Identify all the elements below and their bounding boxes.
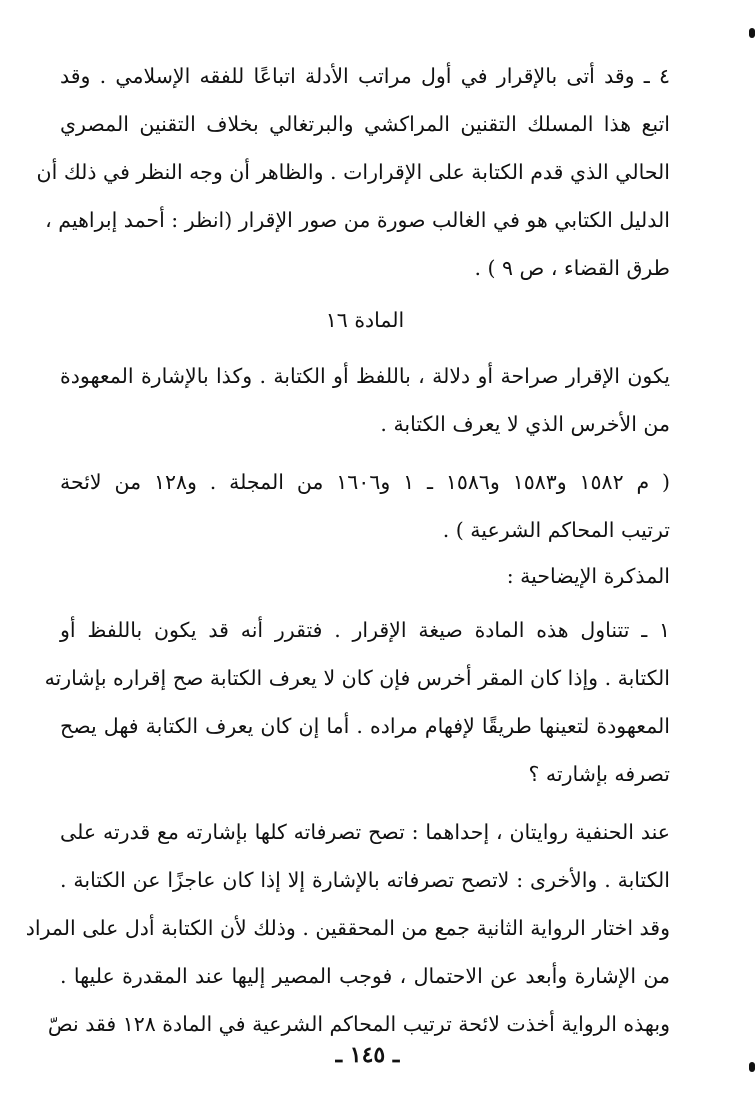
text-line: وقد اختار الرواية الثانية جمع من المحققين . وذلك لأن الكتابة أدل على المراد <box>25 916 670 940</box>
text-line: الدليل الكتابي هو في الغالب صورة من صور الإقرار (انظر : أحمد إبراهيم ، <box>45 208 670 232</box>
text-line: ( م ١٥٨٢ و١٥٨٣ و١٥٨٦ ـ ١ و١٦٠٦ من المجلة . و١٢٨ من لائحة <box>60 470 671 494</box>
text-line: المعهودة لتعينها طريقًا لإفهام مراده . أما إن كان يعرف الكتابة فهل يصح <box>60 714 670 738</box>
document-page <box>25 52 671 1048</box>
text-line: ١ ـ تتناول هذه المادة صيغة الإقرار . فتقرر أنه قد يكون باللفظ أو <box>60 618 670 642</box>
text-line: عند الحنفية روايتان ، إحداهما : تصح تصرفاته كلها بإشارته مع قدرته على <box>60 820 670 844</box>
text-line: الكتابة . وإذا كان المقر أخرس فإن كان لا يعرف الكتابة صح إقراره بإشارته <box>44 666 670 690</box>
memo-paragraph-1 <box>44 606 670 798</box>
memo-heading: المذكرة الإيضاحية : <box>506 564 670 588</box>
text-line: ترتيب المحاكم الشرعية ) . <box>442 518 670 542</box>
scan-edge-mark <box>749 1062 755 1072</box>
text-line: الحالي الذي قدم الكتابة على الإقرارات . والظاهر أن وجه النظر في ذلك أن <box>36 160 670 184</box>
text-line: تصرفه بإشارته ؟ <box>528 762 670 786</box>
text-line: الكتابة . والأخرى : لاتصح تصرفاته بالإشارة إلا إذا كان عاجزًا عن الكتابة . <box>60 868 670 892</box>
text-line: وبهذه الرواية أخذت لائحة ترتيب المحاكم الشرعية في المادة ١٢٨ فقد نصّ <box>47 1012 670 1036</box>
scan-edge-mark <box>749 28 755 38</box>
memo-paragraph-2 <box>25 808 670 1048</box>
article-text <box>60 352 670 448</box>
text-line: من الأخرس الذي لا يعرف الكتابة . <box>380 412 670 436</box>
spacer <box>60 448 670 458</box>
text-line: اتبع هذا المسلك التقنين المراكشي والبرتغالي بخلاف التقنين المصري <box>60 112 670 136</box>
text-line: يكون الإقرار صراحة أو دلالة ، باللفظ أو الكتابة . وكذا بالإشارة المعهودة <box>60 364 670 388</box>
paragraph-item-4 <box>36 52 670 292</box>
article-heading: المادة ١٦ <box>325 308 405 332</box>
page-number: ـ ١٤٥ ـ <box>335 1042 400 1068</box>
spacer <box>60 798 670 808</box>
text-line: من الإشارة وأبعد عن الاحتمال ، فوجب المصير إليها عند المقدرة عليها . <box>60 964 670 988</box>
text-line: طرق القضاء ، ص ٩ ) . <box>474 256 670 280</box>
references-paragraph <box>60 458 670 554</box>
text-line: ٤ ـ وقد أتى بالإقرار في أول مراتب الأدلة اتباعًا للفقه الإسلامي . وقد <box>60 64 670 88</box>
